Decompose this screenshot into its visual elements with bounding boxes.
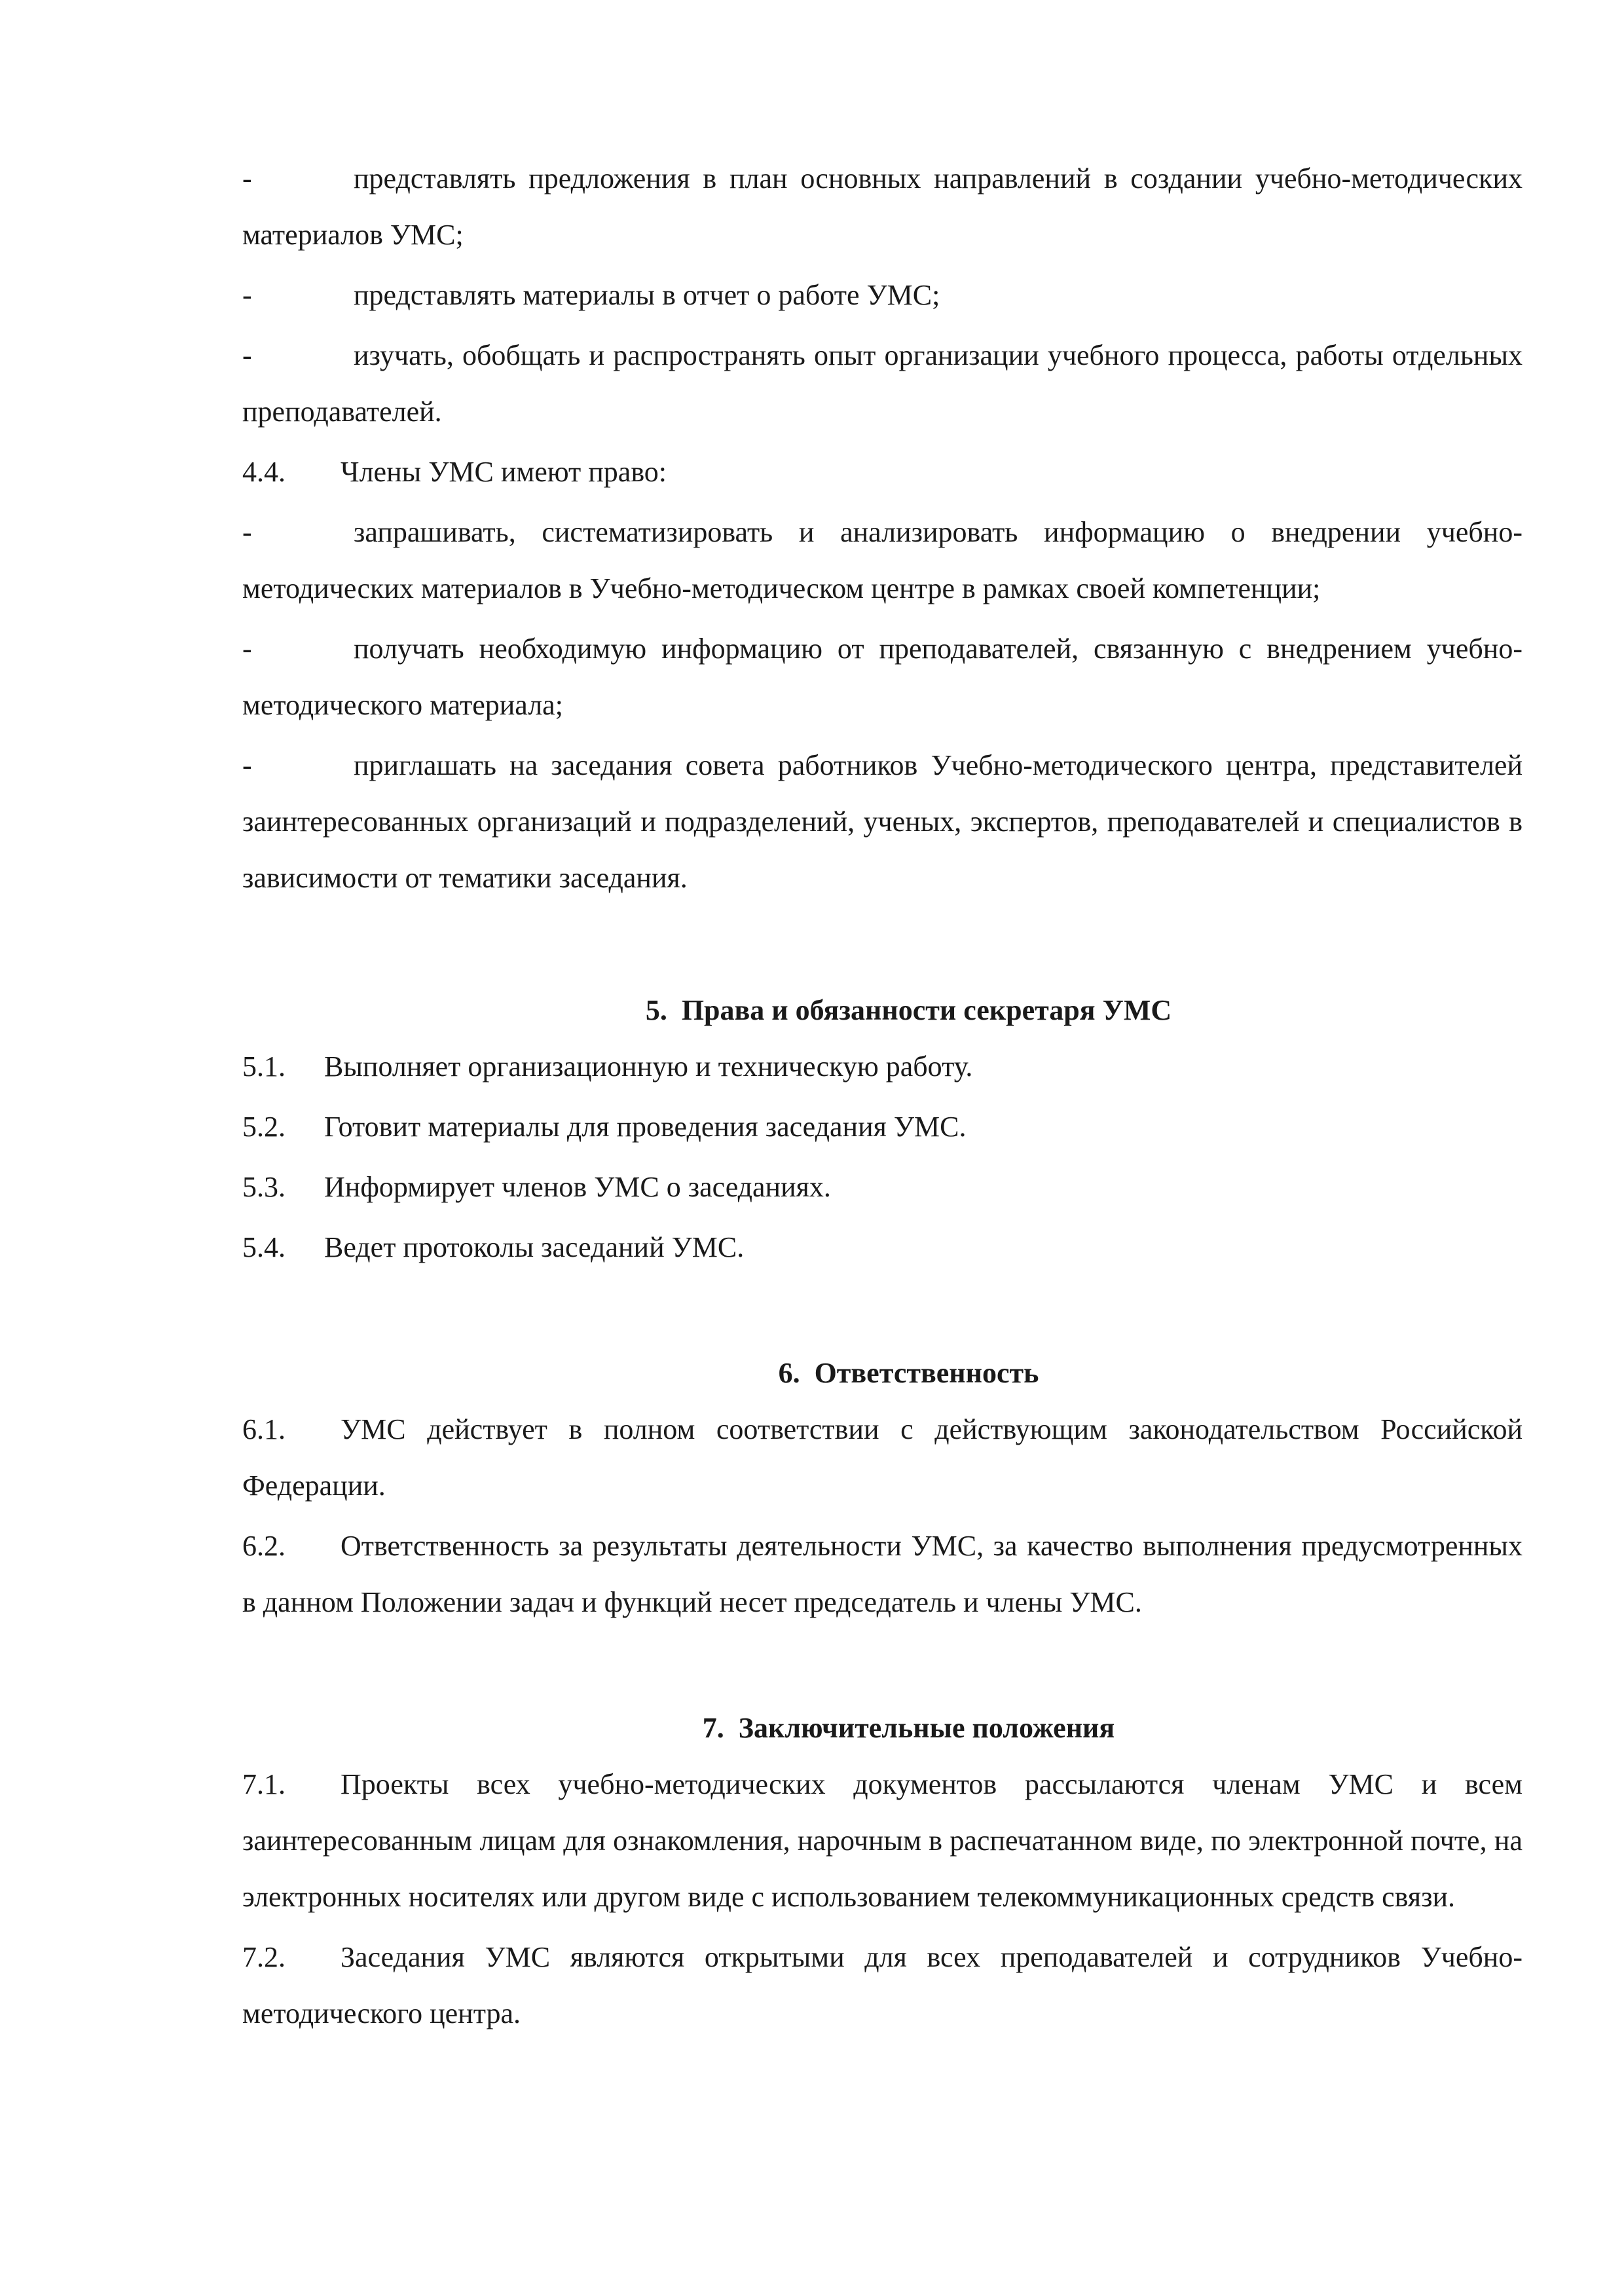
- bullet-dash: -: [242, 339, 252, 371]
- section-number: 6.: [778, 1357, 800, 1389]
- section-spacer: [242, 1635, 1522, 1700]
- item-number: 5.3.: [242, 1171, 286, 1203]
- bullet-item: [242, 327, 1522, 440]
- section-5-heading: [242, 982, 1522, 1039]
- section-number: 7.: [702, 1712, 724, 1744]
- item-text: Ведет протоколы заседаний УМС.: [324, 1231, 745, 1263]
- section-5-item: [242, 1039, 1522, 1095]
- item-text: Ответственность за результаты деятельности УМС, за качество выполнения предусмотренных в данном Положении задач и функций несет председатель и члены УМС.: [242, 1530, 1522, 1618]
- item-text: Готовит материалы для проведения заседания УМС.: [324, 1111, 967, 1143]
- bullet-text: представлять материалы в отчет о работе УМС;: [354, 279, 940, 311]
- section-title: Заключительные положения: [738, 1712, 1115, 1744]
- bullet-dash: -: [242, 279, 252, 311]
- section-5-item: [242, 1219, 1522, 1276]
- item-number: 5.2.: [242, 1111, 286, 1143]
- bullet-dash: -: [242, 633, 252, 665]
- bullet-dash: -: [242, 162, 252, 194]
- item-text: УМС действует в полном соответствии с действующим законодательством Российской Федерации.: [242, 1413, 1522, 1502]
- section-6-heading: [242, 1345, 1522, 1401]
- bullet-item: [242, 737, 1522, 906]
- clause-number: 4.4.: [242, 456, 286, 488]
- bullet-dash: -: [242, 749, 252, 781]
- bullet-item: [242, 621, 1522, 733]
- section-spacer: [242, 1280, 1522, 1345]
- section-7-item: [242, 1756, 1522, 1925]
- section-title: Ответственность: [814, 1357, 1039, 1389]
- item-number: 7.1.: [242, 1768, 286, 1800]
- item-text: Заседания УМС являются открытыми для всех преподавателей и сотрудников Учебно-методического центра.: [242, 1941, 1522, 2029]
- bullet-text: запрашивать, систематизировать и анализировать информацию о внедрении учебно-методических материалов в Учебно-методическом центре в рамках своей компетенции;: [242, 516, 1522, 604]
- item-number: 6.1.: [242, 1413, 286, 1445]
- item-number: 7.2.: [242, 1941, 286, 1973]
- item-text: Выполняет организационную и техническую работу.: [324, 1050, 973, 1083]
- section-6-item: [242, 1518, 1522, 1631]
- bullet-dash: -: [242, 516, 252, 548]
- clause-4-4: [242, 444, 1522, 500]
- item-number: 5.4.: [242, 1231, 286, 1263]
- bullet-text: изучать, обобщать и распространять опыт организации учебного процесса, работы отдельных преподавателей.: [242, 339, 1522, 428]
- section-7-heading: [242, 1700, 1522, 1756]
- bullet-text: приглашать на заседания совета работников Учебно-методического центра, представителей заинтересованных организаций и подразделений, ученых, экспертов, преподавателей и специалистов в зависимости от тематики заседания.: [242, 749, 1522, 894]
- bullet-text: получать необходимую информацию от преподавателей, связанную с внедрением учебно-методического материала;: [242, 633, 1522, 721]
- section-number: 5.: [645, 994, 667, 1026]
- item-number: 6.2.: [242, 1530, 286, 1562]
- item-text: Проекты всех учебно-методических документов рассылаются членам УМС и всем заинтересованным лицам для ознакомления, нарочным в распечатанном виде, по электронной почте, на электронных носителях или другом виде с использованием телекоммуникационных средств связи.: [242, 1768, 1522, 1913]
- section-5-item: [242, 1159, 1522, 1215]
- item-number: 5.1.: [242, 1050, 286, 1083]
- section-7-item: [242, 1929, 1522, 2042]
- bullet-text: представлять предложения в план основных направлений в создании учебно-методических материалов УМС;: [242, 162, 1522, 251]
- section-spacer: [242, 910, 1522, 982]
- section-6-item: [242, 1401, 1522, 1514]
- document-body: [242, 151, 1522, 2046]
- bullet-item: [242, 504, 1522, 617]
- item-text: Информирует членов УМС о заседаниях.: [324, 1171, 831, 1203]
- clause-text: Члены УМС имеют право:: [341, 456, 667, 488]
- bullet-item: [242, 267, 1522, 324]
- bullet-item: [242, 151, 1522, 263]
- section-5-item: [242, 1099, 1522, 1155]
- section-title: Права и обязанности секретаря УМС: [681, 994, 1172, 1026]
